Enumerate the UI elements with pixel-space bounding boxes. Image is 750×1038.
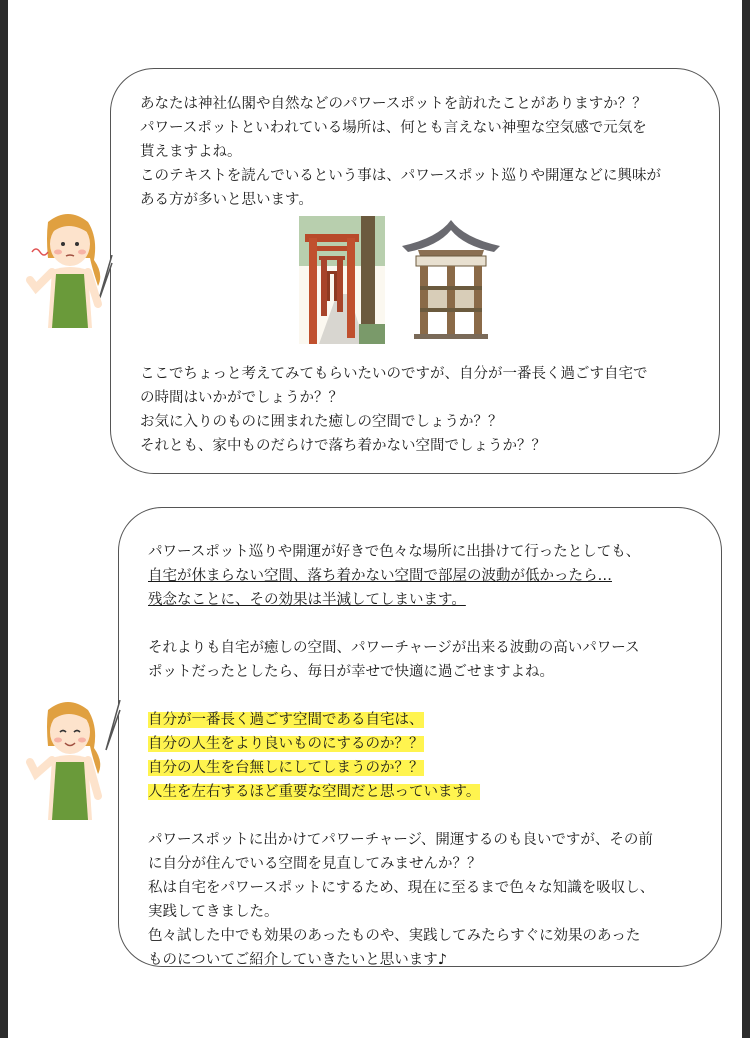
text-line: パワースポットといわれている場所は、何とも言えない神聖な空気感で元気を — [140, 120, 647, 136]
thinking-woman-illustration — [18, 208, 112, 334]
text-line: それとも、家中ものだらけで落ち着かない空間でしょうか？？ — [140, 438, 546, 454]
underlined-text: 自宅が休まらない空間、落ち着かない空間で部屋の波動が低かったら… — [148, 568, 612, 584]
document-page — [8, 0, 742, 1038]
text-line: お気に入りのものに囲まれた癒しの空間でしょうか？？ — [140, 414, 503, 430]
text-line: 色々試した中でも効果のあったものや、実践してみたらすぐに効果のあった — [148, 928, 641, 944]
text-line: このテキストを読んでいるという事は、パワースポット巡りや開運などに興味が — [140, 168, 661, 184]
text-line: 貰えますよね。 — [140, 144, 242, 160]
text-line: ポットだったとしたら、毎日が幸せで快適に過ごせますよね。 — [148, 664, 554, 680]
text-line: に自分が住んでいる空間を見直してみませんか？？ — [148, 856, 482, 872]
text-line: パワースポットに出かけてパワーチャージ、開運するのも良いですが、その前 — [148, 832, 653, 848]
bubble-1-question-text — [140, 362, 648, 458]
underlined-text: 残念なことに、その効果は半減してしまいます。 — [148, 592, 466, 608]
highlighted-text: 自分の人生を台無しにしてしまうのか？？ — [148, 760, 424, 776]
temple-gate-illustration — [398, 216, 504, 340]
torii-path-illustration — [299, 216, 385, 344]
highlighted-text: 人生を左右するほど重要な空間だと思っています。 — [148, 784, 481, 800]
text-line: あなたは神社仏閣や自然などのパワースポットを訪れたことがありますか？？ — [140, 96, 647, 112]
text-line: ここでちょっと考えてみてもらいたいのですが、自分が一番長く過ごす自宅で — [140, 366, 648, 382]
text-line: の時間はいかがでしょうか？？ — [140, 390, 343, 406]
text-line: ものについてご紹介していきたいと思います♪ — [148, 952, 447, 968]
text-line: それよりも自宅が癒しの空間、パワーチャージが出来る波動の高いパワース — [148, 640, 640, 656]
text-line: ある方が多いと思います。 — [140, 192, 313, 208]
text-line: 実践してきました。 — [148, 904, 279, 920]
presenting-woman-illustration — [18, 696, 112, 826]
bubble-2-text — [148, 540, 654, 972]
highlighted-text: 自分の人生をより良いものにするのか？？ — [148, 736, 424, 752]
highlighted-text: 自分が一番長く過ごす空間である自宅は、 — [148, 712, 424, 728]
text-line: パワースポット巡りや開運が好きで色々な場所に出掛けて行ったとしても、 — [148, 544, 641, 560]
bubble-1-intro-text — [140, 92, 661, 212]
text-line: 私は自宅をパワースポットにするため、現在に至るまで色々な知識を吸収し、 — [148, 880, 655, 896]
